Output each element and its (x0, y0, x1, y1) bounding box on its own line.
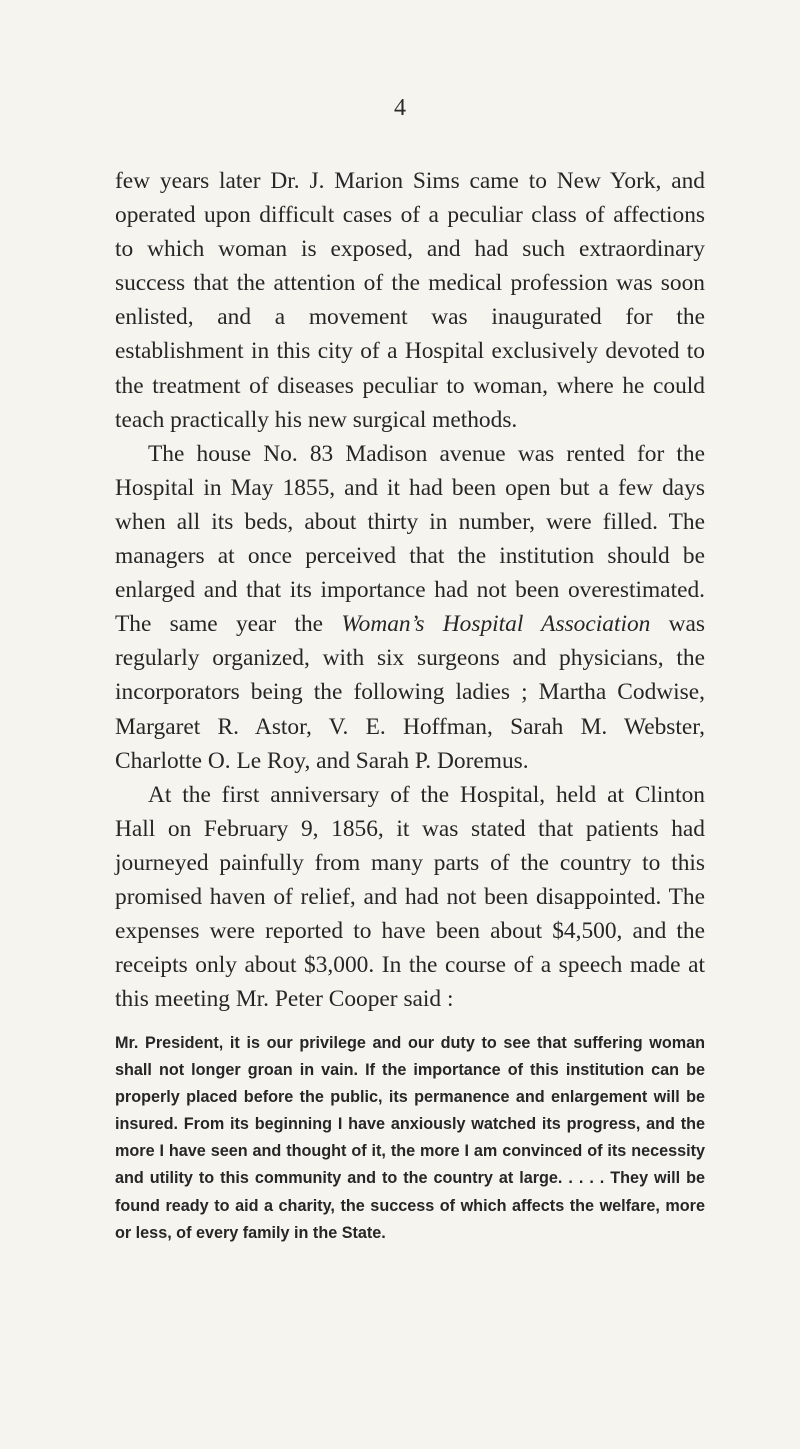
paragraph-text-before-italic: The house No. 83 Madison avenue was rented for the Hospital in May 1855, and it had been open but a few days when all its beds, about thirty in number, were filled. The managers at once perceived that the institution should be enlarged and that its importance had not been overestimated. The same year the (115, 440, 705, 638)
quote-text: Mr. President, it is our privilege and our duty to see that suffering woman shall not longer groan in vain. If the importance of this institution can be properly placed before the public, its permanence and enlargement will be insured. From its beginning I have anxiously watched its progress, and the more I have seen and thought of it, the more I am convinced of its necessity and utility to this community and to the country at large. . . . . They will be found ready to aid a charity, the success of which affects the welfare, more or less, of every family in the State. (115, 1034, 705, 1242)
paragraph-text-after-italic: was regularly organized, with six surgeons and physicians, the incorporators being the following ladies ; Martha Codwise, Margaret R. Astor, V. E. Hoffman, Sarah M. Webster, Charlotte O. Le Roy, and Sarah P. Doremus. (115, 611, 705, 774)
body-text (115, 164, 705, 1016)
paragraph-madison-avenue-house (115, 437, 705, 778)
page-number: 4 (394, 95, 406, 121)
quoted-speech (115, 1030, 705, 1247)
association-name: Woman’s Hospital Association (341, 611, 651, 638)
paragraph-first-anniversary: At the first anniversary of the Hospital, held at Clinton Hall on February 9, 1856, it was stated that patients had journeyed painfully from many parts of the country to this promised haven of relief, and had not been disappointed. The expenses were reported to have been about $4,500, and the receipts only about $3,000. In the course of a speech made at this meeting Mr. Peter Cooper said : (115, 781, 705, 1013)
paragraph-sims-hospital-origin: few years later Dr. J. Marion Sims came to New York, and operated upon difficult cases of a peculiar class of affections to which woman is exposed, and had such extraordinary success that the attention of the medical profession was soon enlisted, and a movement was inaugurated for the establishment in this city of a Hospital exclusively devoted to the treatment of diseases peculiar to woman, where he could teach practically his new surgical methods. (115, 168, 705, 433)
